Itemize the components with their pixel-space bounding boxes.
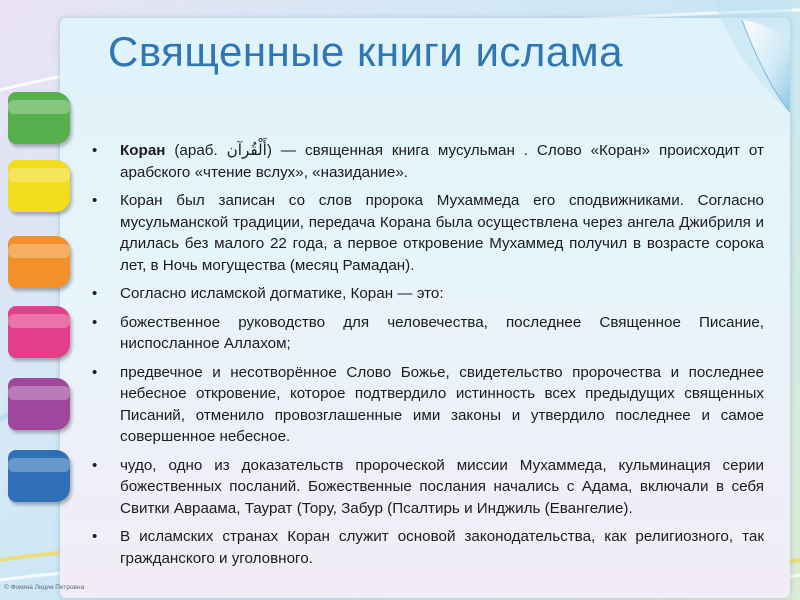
tab-pink	[8, 306, 70, 358]
bullet-marker: •	[92, 313, 98, 331]
tab-green	[8, 92, 70, 144]
bullet-marker: •	[92, 528, 98, 545]
term-quran: Коран	[120, 142, 166, 159]
slide-content	[92, 140, 764, 576]
list-item-text: Согласно исламской догматике, Коран — это:	[120, 285, 444, 302]
list-item	[92, 526, 764, 569]
list-item-text: предвечное и несотворённое Слово Божье, свидетельство пророчества и последнее небесное откровение, которое подтвердило истинность всех предыдущих священных Писаний, отменило провозглашенные ими законы и утвердило последнее и самое совершенное небесное.	[120, 363, 764, 445]
list-item-text: чудо, одно из доказательств пророческой миссии Мухаммеда, кульминация серии божественных посланий. Божественные послания начались с Адама, включали в себя Свитки Авраама, Таурат (Тору, Забур (Псалтирь и Инджиль (Евангелие).	[120, 456, 764, 517]
list-item	[92, 455, 764, 520]
list-item	[92, 362, 764, 448]
tab-orange	[8, 236, 70, 288]
list-item-text: (араб. أَلْقُرآن‎) — священная книга мусульман . Слово «Коран» происходит от арабского «чтение вслух», «назидание».	[120, 142, 764, 181]
bullet-list	[92, 140, 764, 569]
tab-yellow	[8, 160, 70, 212]
bullet-marker: •	[92, 363, 98, 381]
list-item	[92, 312, 764, 355]
slide-title: Священные книги ислама	[108, 28, 623, 75]
list-item	[92, 140, 764, 183]
list-item-text: божественное руководство для человечества, последнее Священное Писание, ниспосланное Аллахом;	[120, 313, 764, 352]
tab-blue	[8, 450, 70, 502]
copyright-text: © Фокина Лидия Петровна	[4, 584, 85, 591]
page-curl-decoration	[702, 0, 792, 120]
list-item	[92, 190, 764, 276]
bullet-marker: •	[92, 142, 98, 159]
bullet-marker: •	[92, 192, 98, 209]
bullet-marker: •	[92, 456, 98, 474]
bullet-marker: •	[92, 285, 98, 302]
tab-purple	[8, 378, 70, 430]
list-item-text: В исламских странах Коран служит основой законодательства, как религиозного, так гражданского и уголовного.	[120, 528, 764, 567]
list-item	[92, 283, 764, 305]
list-item-text: Коран был записан со слов пророка Мухаммеда его сподвижниками. Согласно мусульманской традиции, передача Корана была осуществлена через ангела Джибриля и длилась без малого 22 года, а первое откровение Мухаммед получил в возрасте сорока лет, в Ночь могущества (месяц Рамадан).	[120, 192, 764, 274]
